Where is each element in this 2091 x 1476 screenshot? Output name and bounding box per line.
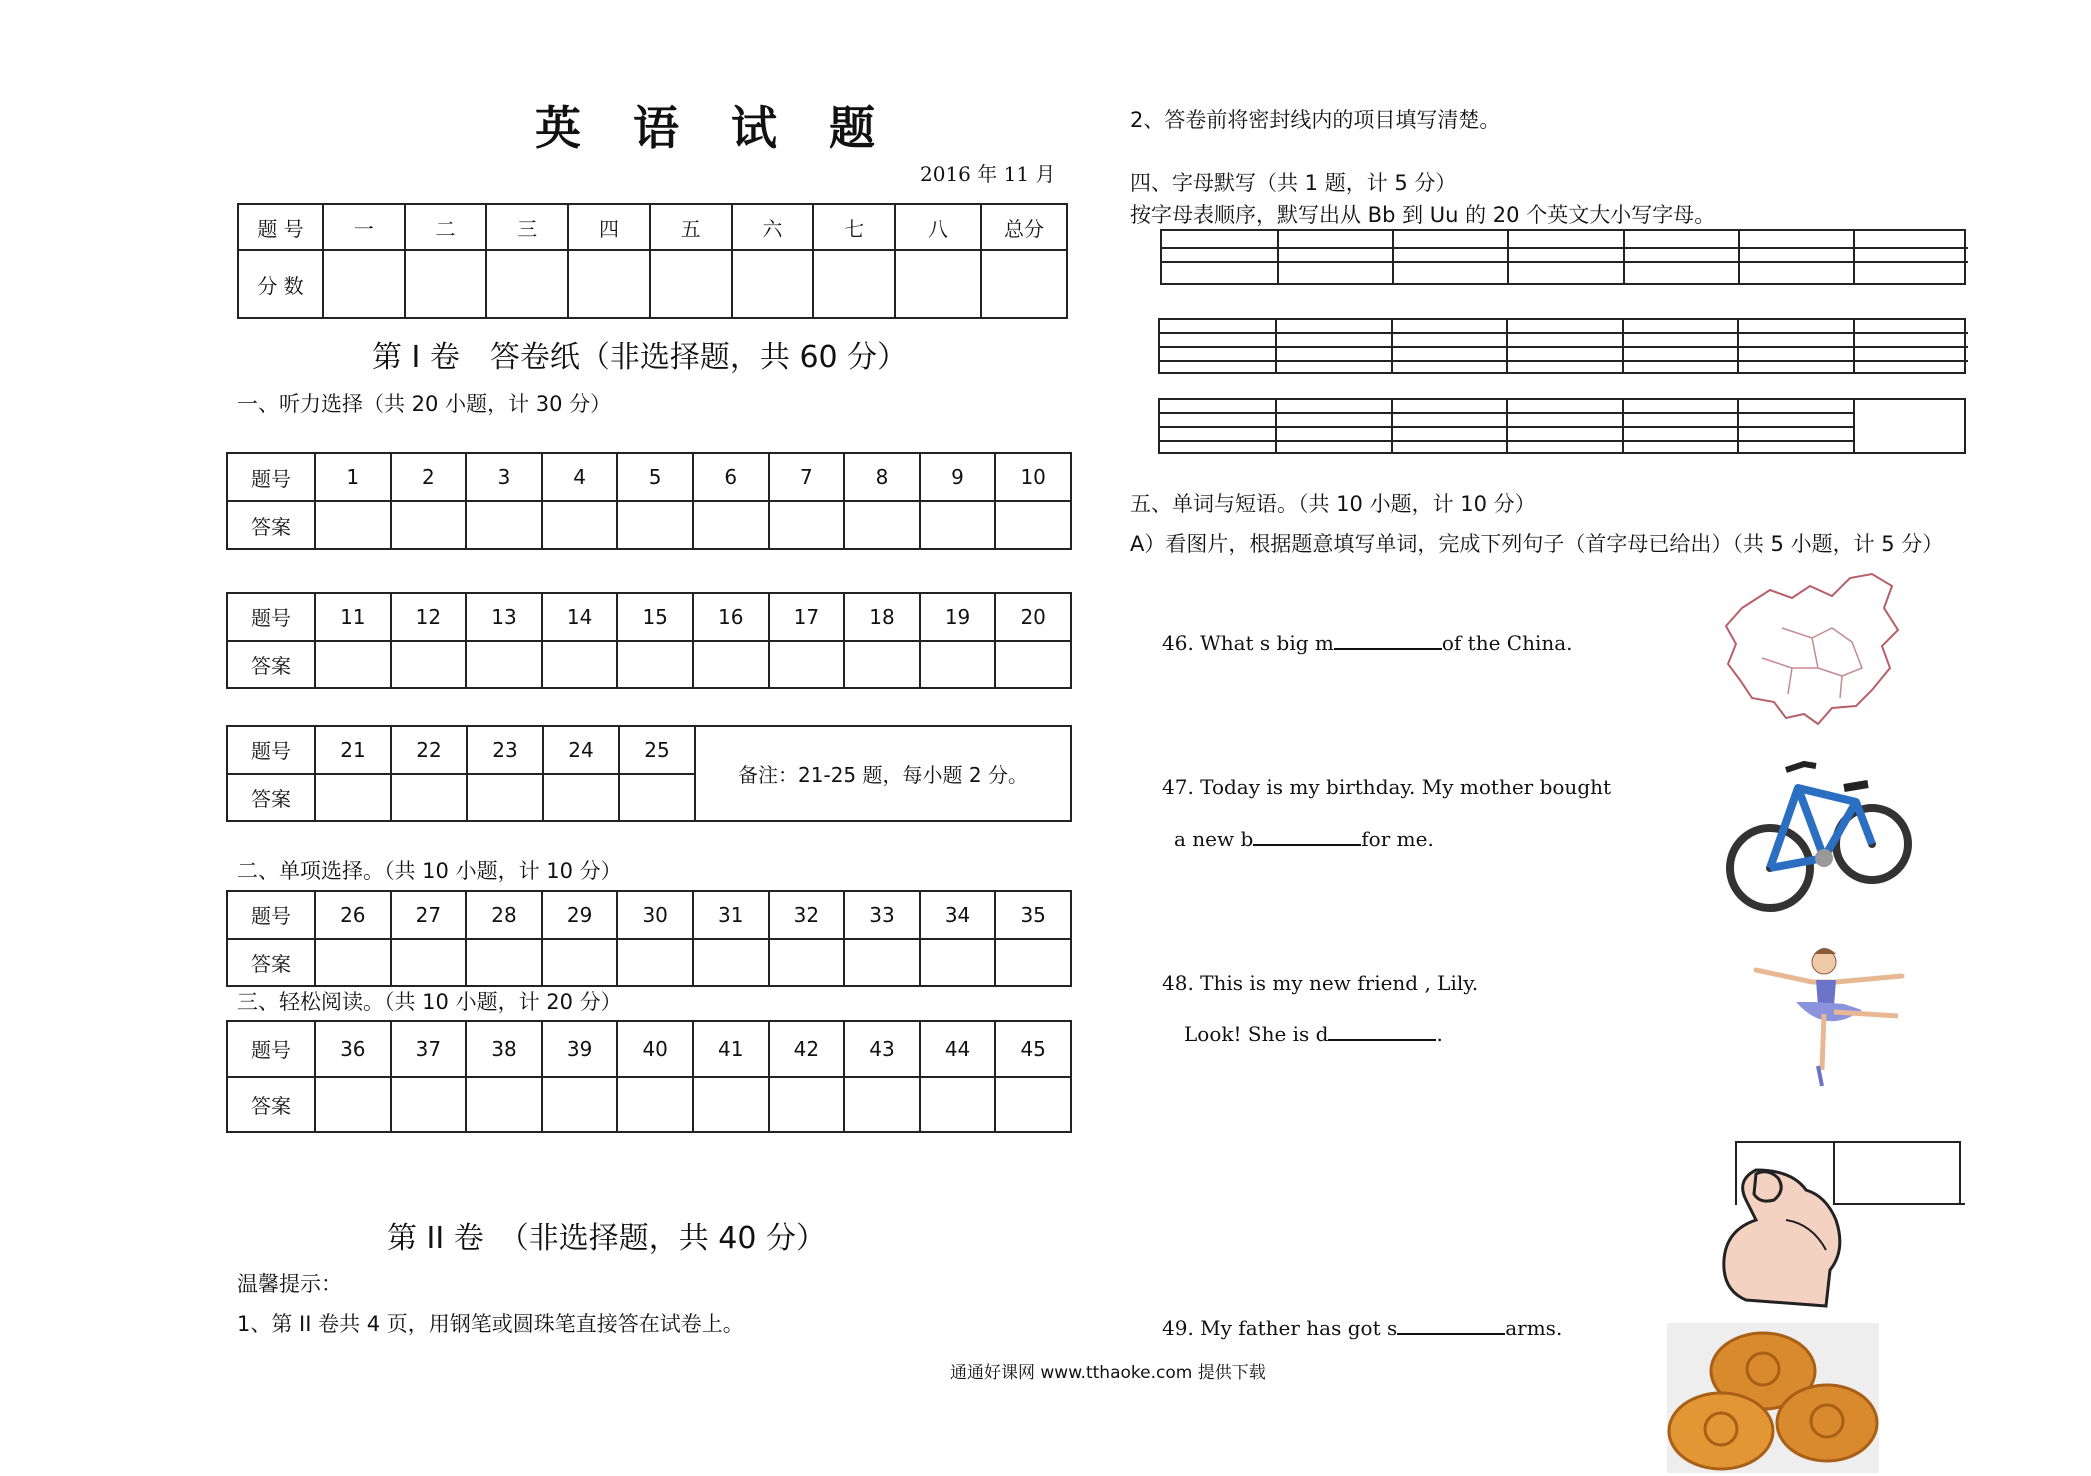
score-header-cell: 一 xyxy=(323,204,405,250)
score-input-cell[interactable] xyxy=(895,250,981,318)
letter-cell-divider xyxy=(1507,231,1509,283)
score-input-cell[interactable] xyxy=(486,250,568,318)
letter-row[interactable] xyxy=(1158,398,1966,454)
answer-input-cell[interactable] xyxy=(542,501,618,549)
q49-text-b: arms. xyxy=(1505,1316,1563,1340)
question-48-line1: 48. This is my new friend , Lily. xyxy=(1162,971,1479,995)
exam-date: 2016 年 11 月 xyxy=(920,162,1056,186)
letter-cell-divider xyxy=(1623,231,1625,283)
score-header-cell: 题 号 xyxy=(238,204,323,250)
answer-input-cell[interactable] xyxy=(619,774,695,822)
answer-input-cell[interactable] xyxy=(391,641,467,689)
score-header-cell: 四 xyxy=(568,204,650,250)
answer-input-cell[interactable] xyxy=(617,1077,693,1133)
question-number-cell: 3 xyxy=(466,453,542,501)
question-number-cell: 20 xyxy=(995,593,1071,641)
score-input-cell[interactable] xyxy=(732,250,814,318)
answer-input-cell[interactable] xyxy=(542,939,618,987)
answer-input-cell[interactable] xyxy=(315,1077,391,1133)
q49-text-a: 49. My father has got s xyxy=(1162,1316,1398,1340)
q47-text-b: for me. xyxy=(1361,827,1434,851)
section1-heading: 一、听力选择（共 20 小题，计 30 分） xyxy=(237,392,612,416)
answer-input-cell[interactable] xyxy=(693,1077,769,1133)
tips-title: 温馨提示： xyxy=(237,1272,342,1296)
question-number-cell: 41 xyxy=(693,1021,769,1077)
question-number-cell: 39 xyxy=(542,1021,618,1077)
letter-row[interactable] xyxy=(1160,229,1966,285)
bicycle-image xyxy=(1726,748,1914,918)
answer-input-cell[interactable] xyxy=(995,939,1071,987)
score-input-cell[interactable] xyxy=(323,250,405,318)
q48-text-a: Look! She is d xyxy=(1184,1022,1329,1046)
answer-table xyxy=(226,452,1072,550)
answer-input-cell[interactable] xyxy=(920,1077,996,1133)
score-row-label: 分 数 xyxy=(238,250,323,318)
answer-input-cell[interactable] xyxy=(769,501,845,549)
score-header-cell: 八 xyxy=(895,204,981,250)
question-number-cell: 6 xyxy=(693,453,769,501)
answer-table-21-25 xyxy=(226,725,1072,822)
answer-table xyxy=(226,890,1072,987)
q46-blank[interactable] xyxy=(1334,628,1442,650)
question-number-cell: 19 xyxy=(920,593,996,641)
answer-input-cell[interactable] xyxy=(466,501,542,549)
table-header-label: 题号 xyxy=(227,891,315,939)
letter-cell-divider xyxy=(1738,231,1740,283)
answer-table xyxy=(226,1020,1072,1133)
answer-row-label: 答案 xyxy=(227,501,315,549)
writing-guide-line xyxy=(1162,247,1968,249)
question-number-cell: 31 xyxy=(693,891,769,939)
answer-row-label: 答案 xyxy=(227,1077,315,1133)
answer-input-cell[interactable] xyxy=(391,774,467,822)
exam-title: 英 语 试 题 xyxy=(535,101,894,155)
writing-guide-line xyxy=(1160,412,1853,414)
question-number-cell: 24 xyxy=(543,726,619,774)
answer-input-cell[interactable] xyxy=(315,501,391,549)
answer-input-cell[interactable] xyxy=(466,641,542,689)
question-number-cell: 42 xyxy=(769,1021,845,1077)
answer-row-label: 答案 xyxy=(227,774,315,822)
q48-blank[interactable] xyxy=(1328,1019,1436,1041)
score-input-cell[interactable] xyxy=(568,250,650,318)
table-note: 备注：21-25 题，每小题 2 分。 xyxy=(695,726,1071,821)
question-number-cell: 15 xyxy=(617,593,693,641)
question-number-cell: 38 xyxy=(466,1021,542,1077)
question-number-cell: 5 xyxy=(617,453,693,501)
question-number-cell: 21 xyxy=(315,726,391,774)
answer-table xyxy=(226,592,1072,689)
letter-cell-divider xyxy=(1392,231,1394,283)
footer-credit: 通通好课网 www.tthaoke.com 提供下载 xyxy=(950,1363,1266,1383)
answer-input-cell[interactable] xyxy=(769,939,845,987)
answer-input-cell[interactable] xyxy=(995,501,1071,549)
china-map-image xyxy=(1722,568,1904,726)
question-number-cell: 33 xyxy=(844,891,920,939)
answer-input-cell[interactable] xyxy=(315,641,391,689)
section5-part-a: A）看图片，根据题意填写单词，完成下列句子（首字母已给出）（共 5 小题，计 5 分） xyxy=(1130,532,1944,556)
answer-input-cell[interactable] xyxy=(995,641,1071,689)
letter-row[interactable] xyxy=(1158,318,1966,374)
answer-input-cell[interactable] xyxy=(391,1077,467,1133)
question-number-cell: 30 xyxy=(617,891,693,939)
answer-input-cell[interactable] xyxy=(920,501,996,549)
question-number-cell: 23 xyxy=(467,726,543,774)
question-number-cell: 34 xyxy=(920,891,996,939)
letter-cell-divider xyxy=(1853,231,1855,283)
answer-input-cell[interactable] xyxy=(844,501,920,549)
question-number-cell: 36 xyxy=(315,1021,391,1077)
question-number-cell: 13 xyxy=(466,593,542,641)
answer-input-cell[interactable] xyxy=(769,641,845,689)
question-number-cell: 37 xyxy=(391,1021,467,1077)
answer-row-label: 答案 xyxy=(227,641,315,689)
writing-guide-line xyxy=(1160,426,1853,428)
answer-input-cell[interactable] xyxy=(467,774,543,822)
question-number-cell: 28 xyxy=(466,891,542,939)
answer-input-cell[interactable] xyxy=(769,1077,845,1133)
question-number-cell: 35 xyxy=(995,891,1071,939)
section2-heading: 二、单项选择。（共 10 小题，计 10 分） xyxy=(237,859,622,883)
question-number-cell: 25 xyxy=(619,726,695,774)
q47-blank[interactable] xyxy=(1253,824,1361,846)
answer-input-cell[interactable] xyxy=(920,939,996,987)
section4-heading: 四、字母默写（共 1 题，计 5 分） xyxy=(1130,171,1457,195)
question-number-cell: 14 xyxy=(542,593,618,641)
mooncakes-image xyxy=(1667,1323,1879,1473)
question-number-cell: 45 xyxy=(995,1021,1071,1077)
section5-heading: 五、单词与短语。（共 10 小题，计 10 分） xyxy=(1130,492,1536,516)
score-input-cell[interactable] xyxy=(405,250,487,318)
answer-input-cell[interactable] xyxy=(315,774,391,822)
letter-cell-divider xyxy=(1853,400,1855,452)
score-table xyxy=(237,203,1068,319)
writing-guide-line xyxy=(1162,261,1968,263)
question-number-cell: 4 xyxy=(542,453,618,501)
question-number-cell: 8 xyxy=(844,453,920,501)
answer-input-cell[interactable] xyxy=(391,939,467,987)
answer-input-cell[interactable] xyxy=(542,1077,618,1133)
question-number-cell: 1 xyxy=(315,453,391,501)
q46-text-a: 46. What s big m xyxy=(1162,631,1334,655)
answer-input-cell[interactable] xyxy=(617,939,693,987)
question-number-cell: 9 xyxy=(920,453,996,501)
writing-guide-line xyxy=(1160,360,1968,362)
answer-input-cell[interactable] xyxy=(693,939,769,987)
q49-blank[interactable] xyxy=(1397,1313,1505,1335)
question-48-line2 xyxy=(1184,1019,1443,1046)
answer-input-cell[interactable] xyxy=(543,774,619,822)
muscle-arm-image xyxy=(1716,1160,1856,1310)
writing-guide-line xyxy=(1160,346,1968,348)
answer-input-cell[interactable] xyxy=(391,501,467,549)
score-header-cell: 五 xyxy=(650,204,732,250)
question-number-cell: 12 xyxy=(391,593,467,641)
question-number-cell: 11 xyxy=(315,593,391,641)
section4-instruction: 按字母表顺序，默写出从 Bb 到 Uu 的 20 个英文大小写字母。 xyxy=(1130,203,1716,227)
question-number-cell: 7 xyxy=(769,453,845,501)
question-number-cell: 16 xyxy=(693,593,769,641)
question-number-cell: 22 xyxy=(391,726,467,774)
answer-row-label: 答案 xyxy=(227,939,315,987)
question-number-cell: 27 xyxy=(391,891,467,939)
table-header-label: 题号 xyxy=(227,593,315,641)
question-47-line2 xyxy=(1174,824,1434,851)
answer-input-cell[interactable] xyxy=(466,1077,542,1133)
question-number-cell: 44 xyxy=(920,1021,996,1077)
score-header-cell: 六 xyxy=(732,204,814,250)
score-input-cell[interactable] xyxy=(650,250,732,318)
question-number-cell: 26 xyxy=(315,891,391,939)
question-number-cell: 10 xyxy=(995,453,1071,501)
q46-text-b: of the China. xyxy=(1441,631,1573,655)
answer-input-cell[interactable] xyxy=(617,641,693,689)
question-number-cell: 29 xyxy=(542,891,618,939)
answer-input-cell[interactable] xyxy=(542,641,618,689)
score-input-cell[interactable] xyxy=(813,250,895,318)
writing-guide-line xyxy=(1160,332,1968,334)
tip-1: 1、第 II 卷共 4 页，用钢笔或圆珠笔直接答在试卷上。 xyxy=(237,1312,744,1336)
part2-heading: 第 II 卷 （非选择题，共 40 分） xyxy=(387,1221,827,1256)
answer-input-cell[interactable] xyxy=(844,939,920,987)
answer-input-cell[interactable] xyxy=(617,501,693,549)
answer-input-cell[interactable] xyxy=(844,1077,920,1133)
answer-input-cell[interactable] xyxy=(315,939,391,987)
answer-input-cell[interactable] xyxy=(693,641,769,689)
question-number-cell: 18 xyxy=(844,593,920,641)
writing-guide-line xyxy=(1160,440,1853,442)
tip-2: 2、答卷前将密封线内的项目填写清楚。 xyxy=(1130,108,1501,132)
table-header-label: 题号 xyxy=(227,453,315,501)
score-header-cell: 七 xyxy=(813,204,895,250)
answer-input-cell[interactable] xyxy=(466,939,542,987)
answer-input-cell[interactable] xyxy=(920,641,996,689)
ballet-dancer-image xyxy=(1752,940,1917,1100)
table-header-label: 题号 xyxy=(227,1021,315,1077)
table-header-label: 题号 xyxy=(227,726,315,774)
score-header-cell: 二 xyxy=(405,204,487,250)
answer-input-cell[interactable] xyxy=(995,1077,1071,1133)
part1-heading: 第 I 卷 答卷纸（非选择题，共 60 分） xyxy=(372,340,908,375)
question-46 xyxy=(1162,628,1573,655)
letter-cell-divider xyxy=(1277,231,1279,283)
question-number-cell: 32 xyxy=(769,891,845,939)
q47-text-a: a new b xyxy=(1174,827,1254,851)
score-header-cell: 三 xyxy=(486,204,568,250)
section3-heading: 三、轻松阅读。（共 10 小题，计 20 分） xyxy=(237,990,622,1014)
question-number-cell: 40 xyxy=(617,1021,693,1077)
question-number-cell: 43 xyxy=(844,1021,920,1077)
question-number-cell: 17 xyxy=(769,593,845,641)
score-input-cell[interactable] xyxy=(981,250,1067,318)
question-number-cell: 2 xyxy=(391,453,467,501)
answer-input-cell[interactable] xyxy=(693,501,769,549)
score-header-cell: 总分 xyxy=(981,204,1067,250)
answer-input-cell[interactable] xyxy=(844,641,920,689)
question-47-line1: 47. Today is my birthday. My mother bought xyxy=(1162,775,1612,799)
question-49 xyxy=(1162,1313,1562,1340)
q48-text-b: . xyxy=(1436,1022,1443,1046)
